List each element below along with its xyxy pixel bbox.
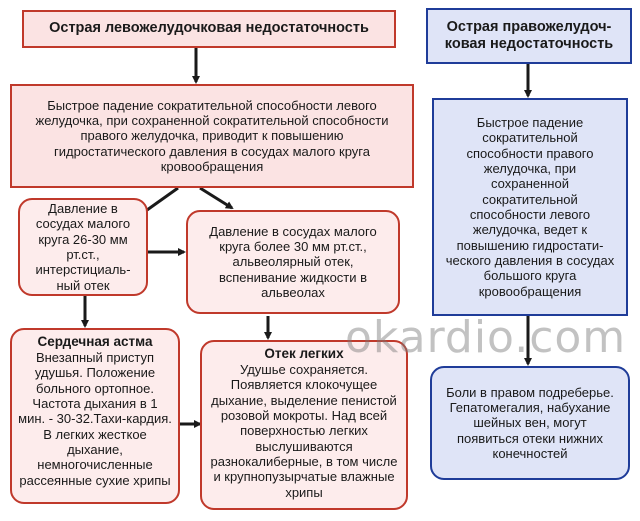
lung-edema-text: Удушье сохраняется. Появляется клокочущее дыхание, выделение пенистой розовой мокроты. Над всей поверхностью легких выслушиваются разнокалиберные, в том числе и крупнопузырчатые влажные хрипы xyxy=(210,361,398,500)
left-pressure-low-box xyxy=(18,198,148,296)
right-symptoms-box xyxy=(430,366,630,480)
left-pressure-high-box xyxy=(186,210,400,314)
cardiac-asthma-title: Сердечная астма xyxy=(37,334,153,349)
cardiac-asthma-box xyxy=(10,328,180,504)
right-header xyxy=(426,8,632,64)
right-main-text: Быстрое падение сократительной способности правого желудочка, при сохраненной сократительной способности левого желудочка, ведет к повышению гидростати-ческого давления в сосудах большого круга кровообращения xyxy=(445,115,615,299)
left-main-text: Быстрое падение сократительной способности левого желудочка, при сохраненной сократительной способности правого желудочка, приводит к повышению гидростатического давления в сосудах малого круга кровообращения xyxy=(35,97,389,174)
left-main-box xyxy=(10,84,414,188)
lung-edema-box xyxy=(200,340,408,510)
right-main-box xyxy=(432,98,628,316)
right-header-text: Острая правожелудоч-ковая недостаточность xyxy=(444,18,614,52)
arrow-main-to-high xyxy=(200,188,232,208)
watermark: okardio.com xyxy=(345,312,627,363)
lung-edema-title: Отек легких xyxy=(264,346,344,361)
left-header xyxy=(22,10,396,48)
right-symptoms-text: Боли в правом подреберье. Гепатомегалия, набухание шейных вен, могут появиться отеки нижних конечностей xyxy=(446,384,614,461)
left-header-text: Острая левожелудочковая недостаточность xyxy=(49,20,369,37)
cardiac-asthma-text: Внезапный приступ удушья. Положение больного ортопное. Частота дыхания в 1 мин. - 30-32.Тахи-кардия. В легких жесткое дыхание, немногочисленные рассеянные сухие хрипы xyxy=(18,349,172,488)
left-pressure-low-text: Давление в сосудах малого круга 26-30 мм рт.ст., интерстициаль-ный отек xyxy=(35,201,131,293)
left-pressure-high-text: Давление в сосудах малого круга более 30 мм рт.ст., альвеолярный отек, вспенивание жидкости в альвеолах xyxy=(209,223,377,300)
